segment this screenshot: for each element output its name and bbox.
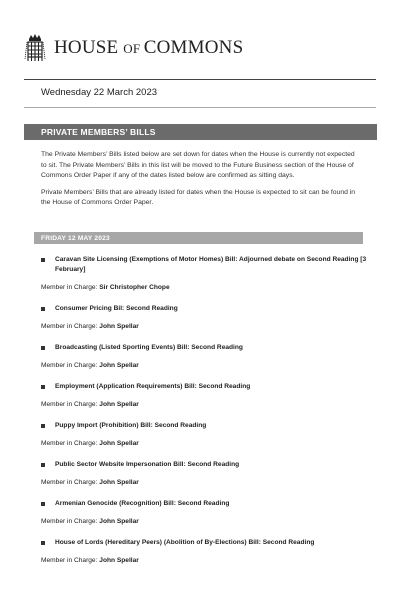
member-name: John Spellar (99, 401, 139, 408)
member-label: Member in Charge: (41, 518, 100, 525)
bill-title: Caravan Site Licensing (Exemptions of Motor Homes) Bill: Adjourned debate on Second Reading [3 February] (55, 256, 367, 273)
intro-paragraph: The Private Members’ Bills listed below are set down for dates when the House is currently not expected to sit. The Private Members’ Bills in this list will be moved to the Future Business section of the House of Commons Order Paper if any of the dates listed below are confirmed as sitting days. (41, 151, 355, 180)
bullet-icon (41, 307, 45, 311)
member-in-charge (41, 556, 371, 566)
intro-paragraph: Private Members’ Bills that are already listed for dates when the House is expected to sit can be found in the House of Commons Order Paper. (41, 188, 356, 207)
member-name: John Spellar (99, 557, 139, 564)
bullet-icon (41, 258, 45, 262)
bill-title-row (41, 343, 371, 353)
intro-text (41, 150, 361, 215)
member-in-charge (41, 283, 371, 293)
member-label: Member in Charge: (41, 362, 100, 369)
member-label: Member in Charge: (41, 401, 100, 408)
bill-title: Employment (Application Requirements) Bill: Second Reading (55, 383, 251, 390)
bill-title: Public Sector Website Impersonation Bill: Second Reading (55, 461, 240, 468)
date-rule (24, 107, 376, 108)
bill-title: House of Lords (Hereditary Peers) (Abolition of By-Elections) Bill: Second Reading (55, 539, 315, 546)
member-name: John Spellar (99, 479, 139, 486)
member-in-charge (41, 439, 371, 449)
member-in-charge (41, 478, 371, 488)
bill-title-row (41, 421, 371, 431)
member-in-charge (41, 322, 371, 332)
day-heading: FRIDAY 12 MAY 2023 (34, 232, 363, 244)
member-in-charge (41, 361, 371, 371)
bill-title: Armenian Genocide (Recognition) Bill: Second Reading (55, 500, 230, 507)
bill-item (41, 255, 371, 293)
member-in-charge (41, 517, 371, 527)
title-prefix: HOUSE (54, 37, 124, 58)
document-date: Wednesday 22 March 2023 (41, 87, 158, 98)
document-header (24, 30, 243, 66)
member-label: Member in Charge: (41, 323, 100, 330)
title-suffix: COMMONS (143, 37, 244, 58)
bullet-icon (41, 463, 45, 467)
bill-item (41, 343, 371, 371)
bill-item (41, 499, 371, 527)
member-label: Member in Charge: (41, 479, 100, 486)
member-in-charge (41, 400, 371, 410)
bullet-icon (41, 385, 45, 389)
member-name: Sir Christopher Chope (99, 284, 170, 291)
member-name: John Spellar (99, 323, 139, 330)
member-name: John Spellar (99, 362, 139, 369)
bill-title-row (41, 460, 371, 470)
bill-list (41, 255, 371, 577)
bill-item (41, 382, 371, 410)
bill-title: Broadcasting (Listed Sporting Events) Bill: Second Reading (55, 344, 243, 351)
bill-item (41, 460, 371, 488)
title-of: OF (123, 41, 144, 56)
member-label: Member in Charge: (41, 440, 100, 447)
bullet-icon (41, 424, 45, 428)
bill-title-row (41, 255, 371, 275)
bullet-icon (41, 502, 45, 506)
member-label: Member in Charge: (41, 557, 100, 564)
bill-title: Consumer Pricing Bil: Second Reading (55, 305, 178, 312)
bill-title-row (41, 382, 371, 392)
portcullis-icon (24, 33, 46, 63)
bill-item (41, 421, 371, 449)
bill-title-row (41, 304, 371, 314)
section-heading: PRIVATE MEMBERS’ BILLS (24, 124, 377, 140)
bill-item (41, 304, 371, 332)
bullet-icon (41, 541, 45, 545)
bill-title: Puppy Import (Prohibition) Bill: Second Reading (55, 422, 207, 429)
header-rule (24, 79, 376, 80)
member-name: John Spellar (99, 440, 139, 447)
member-name: John Spellar (99, 518, 139, 525)
house-title (54, 37, 243, 59)
member-label: Member in Charge: (41, 284, 100, 291)
bill-item (41, 538, 371, 566)
bill-title-row (41, 538, 371, 548)
bullet-icon (41, 346, 45, 350)
bill-title-row (41, 499, 371, 509)
